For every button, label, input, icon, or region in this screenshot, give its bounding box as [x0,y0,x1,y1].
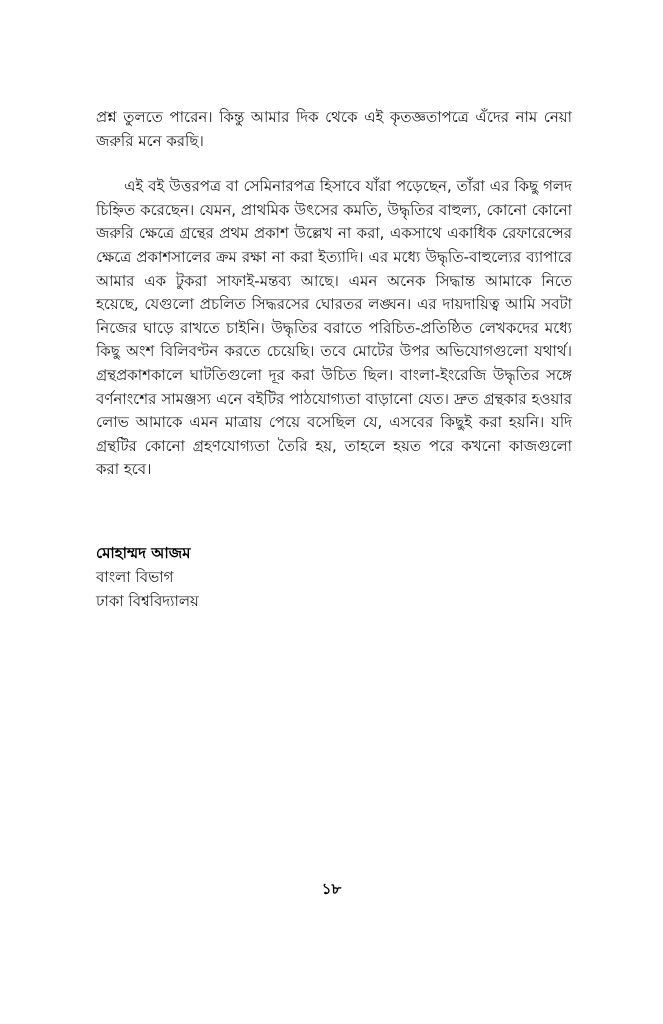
paragraph-shortcomings: এই বই উত্তরপত্র বা সেমিনারপত্র হিসাবে যাঁরা পড়েছেন, তাঁরা এর কিছু গলদ চিহ্নিত করেছেন। যেমন, প্রাথমিক উৎসের কমতি, উদ্ধৃতির বাহুল্য, কোনো কোনো জরুরি ক্ষেত্রে গ্রন্থের প্রথম প্রকাশ উল্লেখ না করা, একসাথে একাধিক রেফারেন্সের ক্ষেত্রে প্রকাশসালের ক্রম রক্ষা না করা ইত্যাদি। এর মধ্যে উদ্ধৃতি-বাহুল্যের ব্যাপারে আমার এক টুকরা সাফাই-মন্তব্য আছে। এমন অনেক সিদ্ধান্ত আমাকে নিতে হয়েছে, যেগুলো প্রচলিত সিদ্ধরসের ঘোরতর লঙ্ঘন। এর দায়দায়িত্ব আমি সবটা নিজের ঘাড়ে রাখতে চাইনি। উদ্ধৃতির বরাতে পরিচিত-প্রতিষ্ঠিত লেখকদের মধ্যে কিছু অংশ বিলিবণ্টন করতে চেয়েছি। তবে মোটের উপর অভিযোগগুলো যথার্থ। গ্রন্থপ্রকাশকালে ঘাটতিগুলো দূর করা উচিত ছিল। বাংলা-ইংরেজি উদ্ধৃতির সঙ্গে বর্ণনাংশের সামঞ্জস্য এনে বইটির পাঠযোগ্যতা বাড়ানো যেত। দ্রুত গ্রন্থকার হওয়ার লোভ আমাকে এমন মাত্রায় পেয়ে বসেছিল যে, এসবের কিছুই করা হয়নি। যদি গ্রন্থটির কোনো গ্রহণযোগ্যতা তৈরি হয়, তাহলে হয়ত পরে কখনো কাজগুলো করা হবে। [96,177,572,479]
paragraph-acknowledgement-continuation: প্রশ্ন তুলতে পারেন। কিন্তু আমার দিক থেকে এই কৃতজ্ঞতাপত্রে এঁদের নাম নেয়া জরুরি মনে করছি। [96,108,572,150]
page-number: ১৮ [321,880,342,898]
author-name: মোহাম্মদ আজম [96,544,191,562]
body-text [96,106,572,482]
author-department: বাংলা বিভাগ [96,568,174,586]
author-institution: ঢাকা বিশ্ববিদ্যালয় [96,592,199,610]
signature-block [96,541,199,613]
